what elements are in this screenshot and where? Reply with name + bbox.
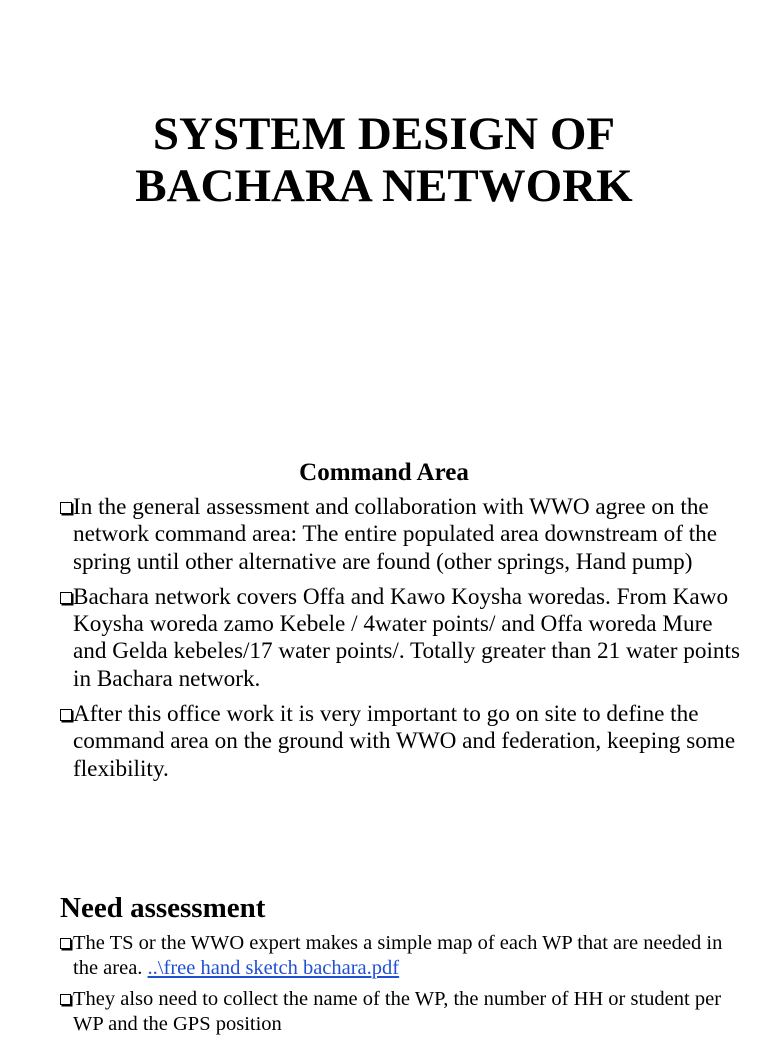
list-item-text: In the general assessment and collaboration with WWO agree on the network command area: The entire populated area downstream of the spring until other alternative are found (other springs, Hand pump) xyxy=(73,494,718,575)
page-title-line-1: SYSTEM DESIGN OF xyxy=(152,108,616,160)
checkbox-bullet-icon xyxy=(60,938,71,949)
need-assessment-list xyxy=(60,931,740,1043)
list-item-text: The TS or the WWO expert makes a simple map of each WP that are needed in the area. xyxy=(73,932,723,979)
list-item xyxy=(60,931,740,980)
command-area-list xyxy=(60,494,740,791)
checkbox-bullet-icon xyxy=(60,502,72,514)
list-item-text: Bachara network covers Offa and Kawo Koysha woredas. From Kawo Koysha woreda zamo Kebele / 4water points/ and Offa woreda Mure and Gelda kebeles/17 water points/. Totally greater than 21 water points in Bachara network. xyxy=(73,583,740,692)
page-title-line-2: BACHARA NETWORK xyxy=(135,160,633,212)
list-item-text: They also need to collect the name of the WP, the number of HH or student per WP and the GPS position xyxy=(73,988,722,1035)
checkbox-bullet-icon xyxy=(60,994,71,1005)
need-assessment-heading: Need assessment xyxy=(60,892,266,924)
list-item xyxy=(60,987,740,1036)
list-item xyxy=(60,494,740,576)
list-item xyxy=(60,701,740,783)
checkbox-bullet-icon xyxy=(60,592,72,604)
list-item xyxy=(60,584,740,693)
command-area-heading: Command Area xyxy=(299,459,469,486)
free-hand-sketch-link[interactable]: ..\free hand sketch bachara.pdf xyxy=(147,956,400,979)
page-title xyxy=(0,108,768,212)
checkbox-bullet-icon xyxy=(60,709,72,721)
list-item-text: After this office work it is very important to go on site to define the command area on the ground with WWO and federation, keeping some flexibility. xyxy=(73,701,736,782)
